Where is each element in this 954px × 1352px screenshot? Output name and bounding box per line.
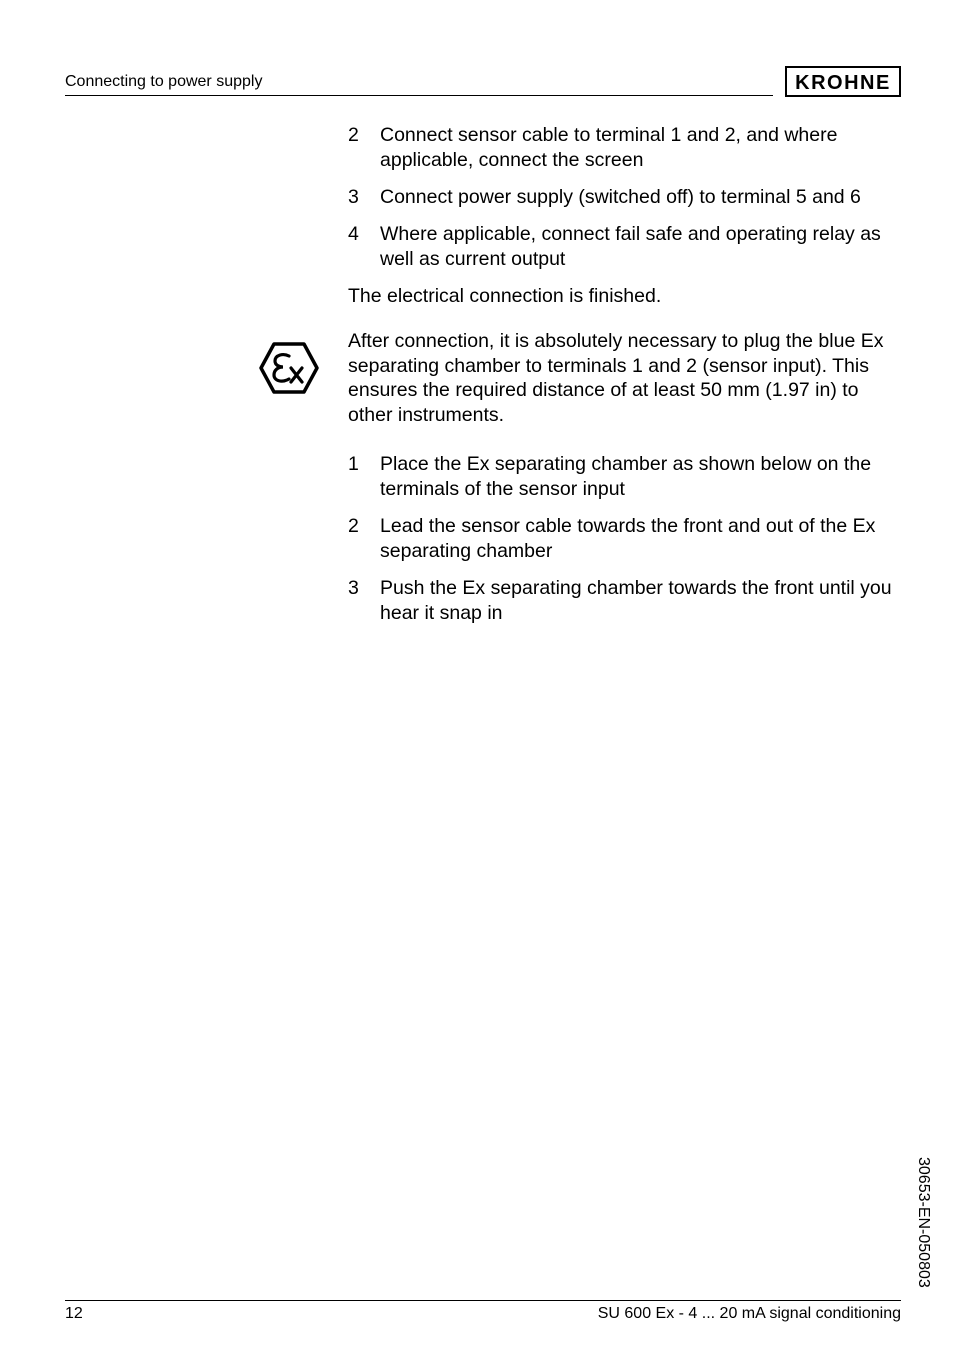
list-item (348, 222, 908, 272)
finished-paragraph: The electrical connection is finished. (348, 285, 662, 307)
header-divider (65, 95, 773, 96)
step-number: 3 (348, 186, 359, 208)
list-item (348, 514, 908, 564)
ex-explosion-protection-icon (258, 341, 320, 395)
steps-list-a (348, 123, 908, 321)
footer-divider (65, 1300, 901, 1301)
step-number: 4 (348, 223, 359, 245)
list-item (348, 185, 908, 210)
krohne-logo (785, 66, 901, 97)
section-title: Connecting to power supply (65, 73, 263, 90)
list-item (348, 576, 908, 626)
step-text: Connect sensor cable to terminal 1 and 2, and where applicable, connect the screen (380, 124, 838, 171)
step-text: Where applicable, connect fail safe and operating relay as well as current output (380, 223, 881, 270)
step-number: 3 (348, 577, 359, 599)
krohne-logo-wordmark (791, 72, 895, 92)
step-number: 2 (348, 124, 359, 146)
step-text: Place the Ex separating chamber as shown below on the terminals of the sensor input (380, 453, 872, 500)
svg-text:KROHNE: KROHNE (795, 71, 891, 92)
step-text: Lead the sensor cable towards the front and out of the Ex separating chamber (380, 515, 876, 562)
ex-warning-paragraph: After connection, it is absolutely necessary to plug the blue Ex separating chamber to terminals 1 and 2 (sensor input). This ensures the required distance of at least 50 mm (1.97 in) to other instruments. (348, 330, 884, 426)
steps-list-b (348, 452, 908, 638)
step-text: Push the Ex separating chamber towards the front until you hear it snap in (380, 577, 892, 624)
document-title: SU 600 Ex - 4 ... 20 mA signal conditioning (597, 1305, 901, 1322)
document-number: 30653-EN-050803 (915, 1157, 932, 1288)
step-number: 2 (348, 515, 359, 537)
list-item (348, 123, 908, 173)
list-item (348, 452, 908, 502)
page-number: 12 (65, 1305, 83, 1322)
step-text: Connect power supply (switched off) to terminal 5 and 6 (380, 186, 861, 208)
step-number: 1 (348, 453, 359, 475)
